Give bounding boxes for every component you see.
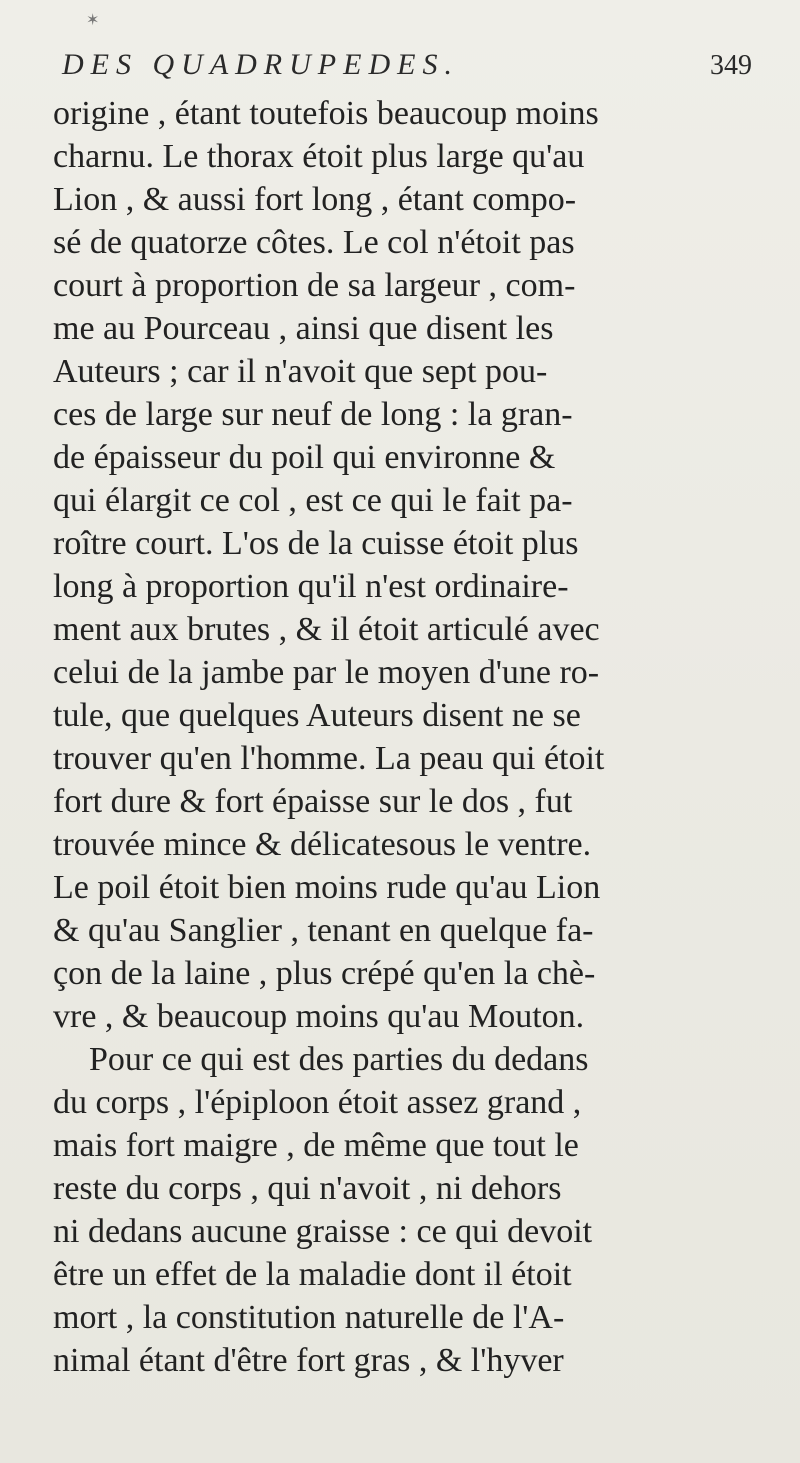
text-line: me au Pourceau , ainsi que disent les [53,310,554,347]
text-line: & qu'au Sanglier , tenant en quelque fa- [53,912,594,949]
running-title: DES QUADRUPEDES. [62,48,459,81]
text-line: être un effet de la maladie dont il étoit [53,1256,572,1293]
paragraph-start-line: Pour ce qui est des parties du dedans [89,1041,589,1078]
text-line: Auteurs ; car il n'avoit que sept pou- [53,353,548,390]
text-line: Le poil étoit bien moins rude qu'au Lion [53,869,601,906]
text-line: mort , la constitution naturelle de l'A- [53,1299,565,1336]
text-line: sé de quatorze côtes. Le col n'étoit pas [53,224,575,261]
text-line: ment aux brutes , & il étoit articulé avec [53,611,600,648]
text-line: charnu. Le thorax étoit plus large qu'au [53,138,585,175]
body-text [53,92,773,1382]
text-line: nimal étant d'être fort gras , & l'hyver [53,1342,564,1379]
text-line: tule, que quelques Auteurs disent ne se [53,697,581,734]
text-line: court à proportion de sa largeur , com- [53,267,576,304]
text-line: roître court. L'os de la cuisse étoit plus [53,525,579,562]
text-line: de épaisseur du poil qui environne & [53,439,556,476]
text-line: du corps , l'épiploon étoit assez grand , [53,1084,582,1121]
text-line: reste du corps , qui n'avoit , ni dehors [53,1170,562,1207]
text-line: origine , étant toutefois beaucoup moins [53,95,599,132]
text-line: ni dedans aucune graisse : ce qui devoit [53,1213,593,1250]
text-line: trouvée mince & délicatesous le ventre. [53,826,592,863]
text-line: celui de la jambe par le moyen d'une ro- [53,654,600,691]
page-header [62,48,762,98]
text-line: long à proportion qu'il n'est ordinaire- [53,568,569,605]
text-line: çon de la laine , plus crépé qu'en la chè- [53,955,596,992]
text-line: mais fort maigre , de même que tout le [53,1127,579,1164]
text-line: fort dure & fort épaisse sur le dos , fut [53,783,573,820]
text-line: trouver qu'en l'homme. La peau qui étoit [53,740,605,777]
text-line: qui élargit ce col , est ce qui le fait pa- [53,482,573,519]
text-line: vre , & beaucoup moins qu'au Mouton. [53,998,585,1035]
text-line: ces de large sur neuf de long : la gran- [53,396,573,433]
text-line: Lion , & aussi fort long , étant compo- [53,181,577,218]
page-number: 349 [710,50,752,81]
ink-speck: ✶ [86,10,100,29]
